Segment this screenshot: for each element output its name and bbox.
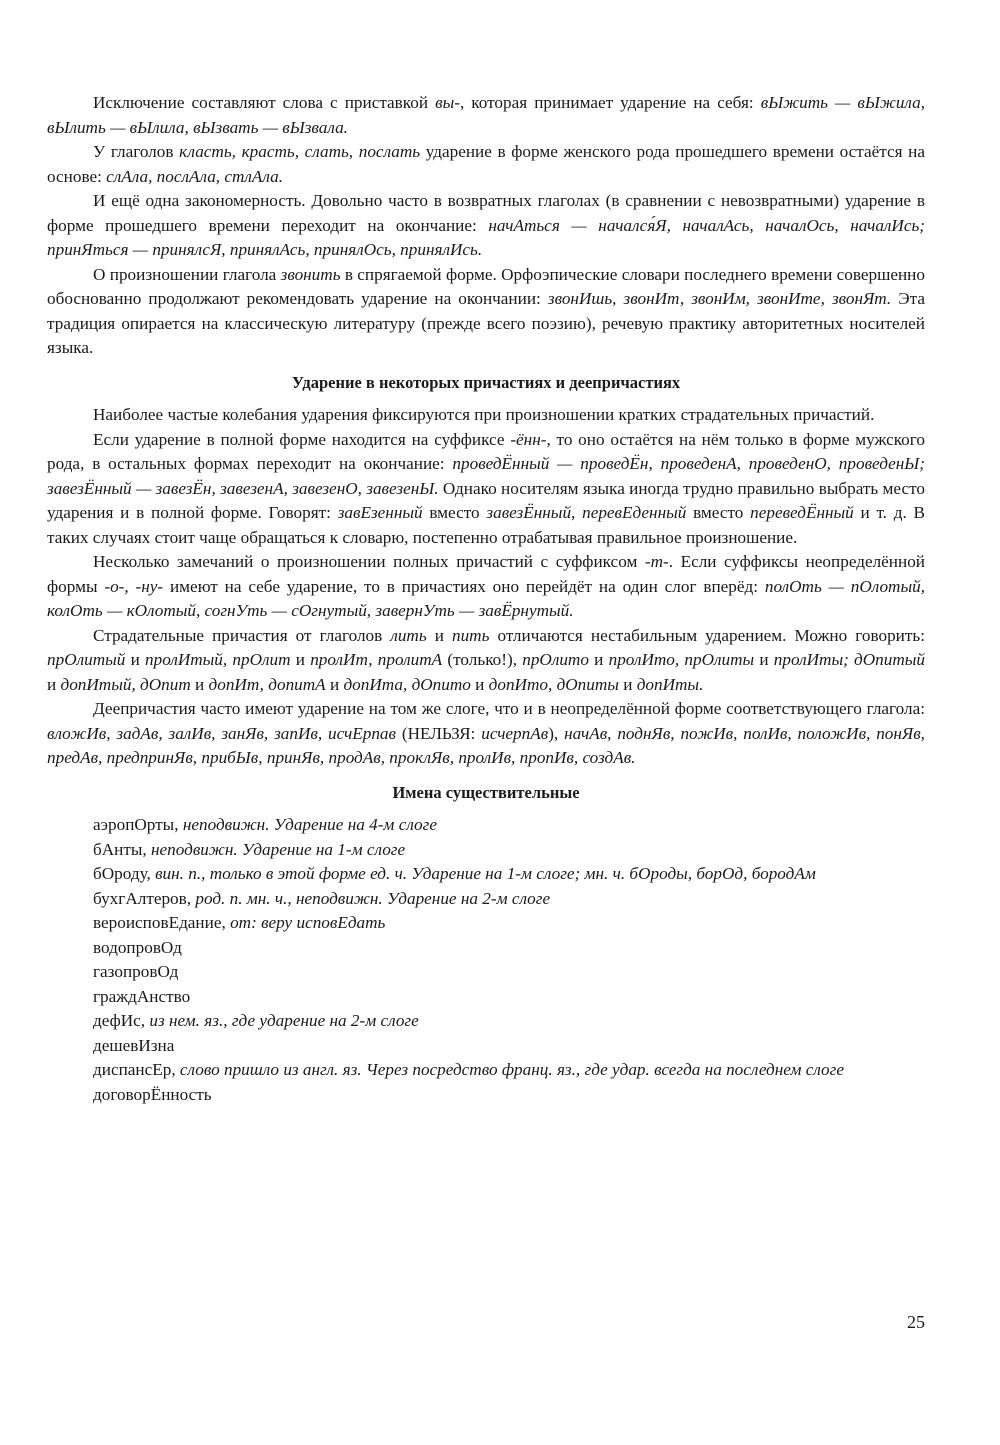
text-run: и bbox=[618, 674, 637, 694]
italic-example: допИто, дОпиты bbox=[488, 674, 619, 694]
italic-example: пролИт, пролитА bbox=[310, 650, 443, 669]
text-run: ), bbox=[548, 723, 565, 743]
text-run: в спрягаемой форме. Орфоэпические словари последнего времени совершенно обоснованно продолжают рекомендовать ударение на окончании: bbox=[47, 264, 925, 308]
italic-example: полОть — пОлотый, колОть — кОлотый, согнУть — сОгнутый, завернУть — завЁрнутый. bbox=[47, 576, 925, 620]
paragraph bbox=[47, 140, 925, 189]
dictionary-entry bbox=[47, 1009, 925, 1034]
italic-example: пролИто, прОлиты bbox=[608, 650, 755, 669]
dictionary-entry bbox=[47, 1034, 925, 1059]
text-run: и bbox=[470, 674, 489, 694]
text-run: Эта традиция опирается на классическую литературу (прежде всего поэзию), речевую практику авторитетных носителей языка. bbox=[47, 289, 925, 357]
text-run: и т. д. В таких случаях стоит чаще обращаться к словарю, постепенно отрабатывая правильное произношение. bbox=[47, 503, 926, 547]
paragraph bbox=[47, 91, 925, 140]
text-run: Несколько замечаний о произношении полных причастий с суффиксом bbox=[93, 552, 645, 571]
italic-example: вин. п., только в этой форме ед. ч. Ударение на 1-м слоге; мн. ч. бОроды, борОд, бородАм bbox=[155, 864, 816, 883]
dictionary-entry bbox=[47, 887, 925, 912]
text-run: вероисповЕдание, bbox=[93, 913, 231, 932]
text-run: и bbox=[754, 650, 774, 669]
participles-section bbox=[47, 403, 925, 771]
italic-example: завЕзенный bbox=[337, 503, 423, 522]
text-run: договорЁнность bbox=[93, 1084, 212, 1104]
text-run: и bbox=[290, 650, 311, 669]
page-body bbox=[47, 91, 925, 1107]
text-run: вместо bbox=[686, 503, 751, 522]
text-run: И ещё одна закономерность. Довольно часто в возвратных глаголах (в сравнении с невозвратными) ударение в форме прошедшего времени переходит на окончание: bbox=[47, 191, 925, 235]
dictionary-entry bbox=[47, 936, 925, 961]
section-heading-participles: Ударение в некоторых причастиях и деепричастиях bbox=[291, 372, 681, 392]
text-run: и bbox=[125, 650, 145, 669]
page-number: 25 bbox=[907, 1312, 925, 1332]
italic-example: прОлитый bbox=[47, 650, 126, 669]
italic-example: звонить bbox=[280, 264, 341, 284]
text-run: О произношении глагола bbox=[93, 264, 281, 284]
italic-example: вы- bbox=[435, 93, 460, 112]
paragraph bbox=[47, 697, 925, 771]
italic-example: лить bbox=[390, 625, 427, 645]
italic-example: -о-, -ну- bbox=[104, 576, 164, 596]
dictionary-entry bbox=[47, 1058, 925, 1083]
paragraph bbox=[47, 624, 925, 698]
italic-example: пить bbox=[451, 625, 490, 645]
text-run: граждАнство bbox=[93, 986, 191, 1006]
italic-example: от: веру исповЕдать bbox=[230, 913, 386, 932]
italic-example: -ённ- bbox=[510, 429, 547, 449]
text-run: , то оно остаётся на нём только в форме мужского рода, в остальных формах переходит на окончание: bbox=[47, 429, 925, 473]
italic-example: допИты. bbox=[636, 674, 704, 694]
text-run: имеют на себе ударение, то в причастиях оно перейдёт на один слог вперёд: bbox=[163, 576, 765, 596]
paragraph bbox=[47, 403, 925, 428]
top-section bbox=[47, 91, 925, 361]
text-run: Деепричастия часто имеют ударение на том же слоге, что и в неопределённой форме соответствующего глагола: bbox=[93, 699, 925, 718]
italic-example: переведЁнный bbox=[750, 503, 854, 522]
text-run: бОроду, bbox=[93, 864, 156, 883]
italic-example: начАться — начался́Я, началАсь, началОсь, началИсь; принЯться — принялсЯ, принялАсь, принялОсь, принялИсь. bbox=[47, 215, 925, 259]
italic-example: класть, красть, слать, послать bbox=[179, 142, 421, 161]
italic-example: допИтый, дОпит bbox=[60, 674, 191, 694]
dictionary-entry bbox=[47, 862, 925, 887]
italic-example: пролИты; дОпитый bbox=[773, 650, 925, 669]
text-run: аэропОрты, bbox=[93, 815, 183, 834]
text-run: Наиболее частые колебания ударения фиксируются при произношении кратких страдательных причастий. bbox=[93, 405, 875, 424]
text-run: (только!), bbox=[442, 650, 523, 669]
text-run: бухгАлтеров, bbox=[93, 888, 196, 908]
text-run: и bbox=[47, 674, 61, 694]
paragraph bbox=[47, 428, 925, 551]
dictionary-entry bbox=[47, 838, 925, 863]
italic-example: неподвижн. Ударение на 4-м слоге bbox=[182, 815, 437, 834]
italic-example: вЫжить — вЫжила, вЫлить — вЫлила, вЫзвать — вЫзвала. bbox=[47, 93, 926, 137]
italic-example: -т- bbox=[644, 552, 669, 571]
dictionary-entry bbox=[47, 1083, 925, 1108]
italic-example: пролИтый, прОлит bbox=[145, 650, 291, 669]
italic-example: начАв, поднЯв, пожИв, полИв, положИв, понЯв, предАв, предпринЯв, прибЫв, принЯв, продАв, проклЯв, пролИв, пропИв, создАв. bbox=[47, 723, 925, 767]
italic-example: исчерпАв bbox=[481, 723, 549, 743]
text-run: вместо bbox=[422, 503, 487, 522]
paragraph bbox=[47, 189, 925, 263]
text-run: бАнты, bbox=[93, 839, 152, 859]
italic-example: завезЁнный, перевЕденный bbox=[486, 503, 687, 522]
text-run: , которая принимает ударение на себя: bbox=[459, 93, 761, 112]
text-run: (НЕЛЬЗЯ: bbox=[395, 723, 482, 743]
text-run: ударение в форме женского рода прошедшего времени остаётся на основе: bbox=[47, 142, 925, 186]
italic-example: вложИв, задАв, залИв, занЯв, запИв, исчЕрпав bbox=[47, 723, 396, 743]
section-heading-nouns: Имена существительные bbox=[392, 782, 580, 802]
text-run: и bbox=[325, 674, 344, 694]
text-run: газопровОд bbox=[93, 962, 179, 981]
dictionary-entry bbox=[47, 985, 925, 1010]
text-run: водопровОд bbox=[93, 937, 182, 957]
text-run: и bbox=[426, 625, 452, 645]
dictionary-entry bbox=[47, 813, 925, 838]
paragraph bbox=[47, 550, 925, 624]
italic-example: допИта, дОпито bbox=[343, 674, 471, 694]
italic-example: звонИшь, звонИт, звонИм, звонИте, звонЯт. bbox=[547, 289, 892, 308]
text-run: Исключение составляют слова с приставкой bbox=[93, 93, 436, 112]
text-run: Однако носителям языка иногда трудно правильно выбрать место ударения и в полной форме. Говорят: bbox=[47, 478, 925, 522]
text-run: диспансЕр, bbox=[93, 1060, 180, 1079]
italic-example: проведЁнный — проведЁн, проведенА, проведенО, проведенЫ; завезЁнный — завезЁн, завезенА, завезенО, завезенЫ. bbox=[47, 454, 925, 498]
italic-example: род. п. мн. ч., неподвижн. Ударение на 2-м слоге bbox=[195, 888, 551, 908]
text-run: отличаются нестабильным ударением. Можно говорить: bbox=[489, 625, 925, 645]
italic-example: из нем. яз., где ударение на 2-м слоге bbox=[149, 1011, 419, 1030]
italic-example: слово пришло из англ. яз. Через посредство франц. яз., где удар. всегда на последнем слоге bbox=[179, 1060, 844, 1079]
text-run: Если ударение в полной форме находится на суффиксе bbox=[93, 429, 511, 449]
italic-example: неподвижн. Ударение на 1-м слоге bbox=[151, 839, 406, 859]
text-run: У глаголов bbox=[93, 142, 180, 161]
italic-example: слАла, послАла, стлАла. bbox=[106, 166, 284, 186]
paragraph bbox=[47, 263, 925, 361]
text-run: дешевИзна bbox=[93, 1035, 175, 1055]
text-run: и bbox=[190, 674, 209, 694]
italic-example: прОлито bbox=[522, 650, 589, 669]
text-run: Страдательные причастия от глаголов bbox=[93, 625, 391, 645]
text-run: дефИс, bbox=[93, 1011, 150, 1030]
dictionary-entry bbox=[47, 960, 925, 985]
text-run: . Если суффиксы неопределённой формы bbox=[47, 552, 925, 596]
text-run: и bbox=[588, 650, 609, 669]
noun-entries-list bbox=[47, 813, 925, 1107]
italic-example: допИт, допитА bbox=[208, 674, 326, 694]
dictionary-entry bbox=[47, 911, 925, 936]
